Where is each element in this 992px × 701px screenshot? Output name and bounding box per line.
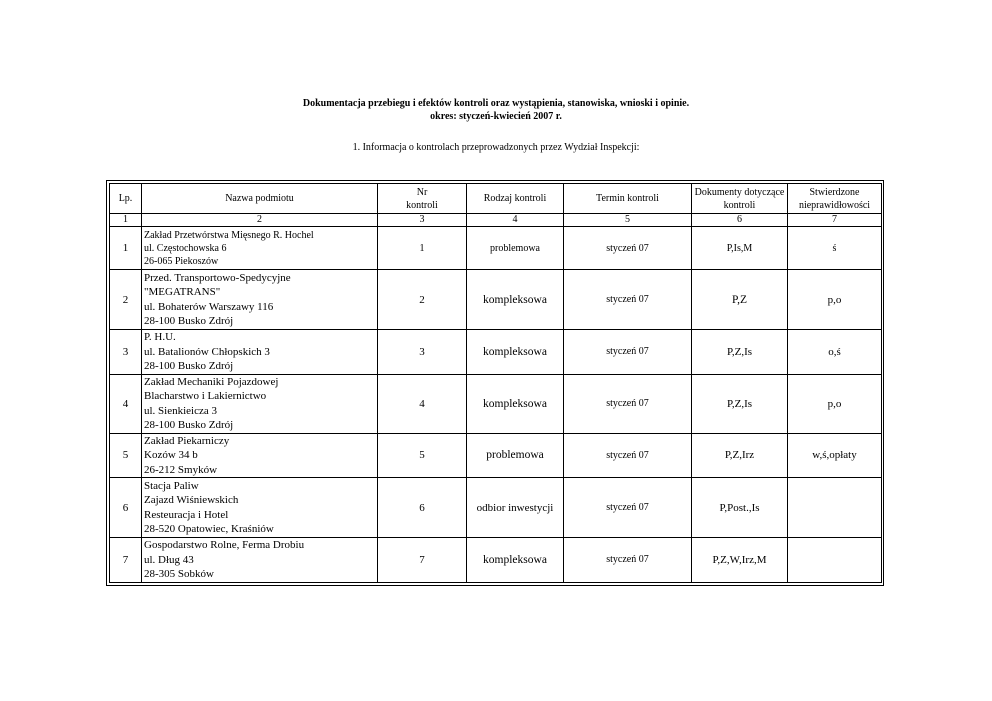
document-title: Dokumentacja przebiegu i efektów kontroli oraz wystąpienia, stanowiska, wnioski i opinie. [302,98,690,109]
table-row [110,270,882,330]
header-row [110,184,882,214]
inspections-table [109,183,882,583]
cell-rodzaj: kompleksowa [467,538,564,583]
name-line: Blacharstwo i Lakiernictwo [144,390,267,402]
cell-nr: 1 [378,227,467,270]
name-line: Kozów 34 b [144,449,198,461]
header-lp: Lp. [110,184,142,214]
name-line: 28-100 Busko Zdrój [144,419,234,431]
column-number: 4 [467,214,564,227]
cell-rodzaj: kompleksowa [467,330,564,375]
table-row [110,478,882,538]
table-row [110,433,882,478]
column-number: 7 [788,214,882,227]
cell-rodzaj: problemowa [467,227,564,270]
column-number: 6 [692,214,788,227]
cell-lp: 1 [110,227,142,270]
header-rodzaj: Rodzaj kontroli [467,184,564,214]
column-number: 1 [110,214,142,227]
table-row [110,330,882,375]
cell-nazwa [142,374,378,433]
cell-dokumenty: P,Post.,Is [692,478,788,538]
name-line: ul. Bohaterów Warszawy 116 [144,300,274,313]
cell-nieprawidlowosci [788,478,882,538]
cell-lp: 2 [110,270,142,330]
name-line: ul. Batalionów Chłopskich 3 [144,345,270,358]
table-row [110,227,882,270]
cell-dokumenty: P,Z,Irz [692,433,788,478]
cell-lp: 6 [110,478,142,538]
cell-nr: 3 [378,330,467,375]
cell-nieprawidlowosci: p,o [788,270,882,330]
header-nr [378,184,467,214]
name-line: Zakład Przetwórstwa Mięsnego R. Hochel [144,229,314,241]
column-number: 2 [142,214,378,227]
cell-lp: 5 [110,433,142,478]
cell-dokumenty: P,Is,M [692,227,788,270]
name-line: Zakład Mechaniki Pojazdowej [144,375,279,388]
name-line: Resteuracja i Hotel [144,508,229,521]
cell-termin: styczeń 07 [564,478,692,538]
cell-nr: 7 [378,538,467,583]
cell-rodzaj: problemowa [467,433,564,478]
name-line: 28-520 Opatowiec, Kraśniów [144,523,274,535]
document-period: okres: styczeń-kwiecień 2007 r. [430,111,562,122]
name-line: Zajazd Wiśniewskich [144,494,239,506]
header-nr-label: Nr kontroli [406,186,438,211]
name-line: 26-065 Piekoszów [144,255,219,267]
cell-nr: 6 [378,478,467,538]
section-heading: 1. Informacja o kontrolach przeprowadzonych przez Wydział Inspekcji: [352,142,640,153]
cell-termin: styczeń 07 [564,227,692,270]
name-line: Gospodarstwo Rolne, Ferma Drobiu [144,539,305,551]
cell-nr: 2 [378,270,467,330]
name-line: Zakład Piekarniczy [144,434,230,447]
header-nieprawidlowosci: Stwierdzone nieprawidłowości [788,184,882,214]
cell-lp: 7 [110,538,142,583]
header-nazwa: Nazwa podmiotu [142,184,378,214]
cell-rodzaj: kompleksowa [467,374,564,433]
header-termin: Termin kontroli [564,184,692,214]
cell-nazwa [142,538,378,583]
cell-dokumenty: P,Z,W,Irz,M [692,538,788,583]
column-number: 5 [564,214,692,227]
name-line: 28-100 Busko Zdrój [144,360,234,372]
cell-termin: styczeń 07 [564,270,692,330]
cell-nieprawidlowosci: p,o [788,374,882,433]
cell-nieprawidlowosci: ś [788,227,882,270]
table-row [110,538,882,583]
cell-lp: 4 [110,374,142,433]
name-line: ul. Częstochowska 6 [144,242,227,254]
name-line: Przed. Transportowo-Spedycyjne [144,271,291,284]
cell-nazwa [142,433,378,478]
cell-nazwa [142,478,378,538]
cell-nazwa [142,270,378,330]
name-line: Stacja Paliw [144,479,199,492]
cell-dokumenty: P,Z,Is [692,374,788,433]
table-row [110,374,882,433]
name-line: P. H.U. [144,331,176,343]
cell-nr: 5 [378,433,467,478]
cell-termin: styczeń 07 [564,538,692,583]
cell-dokumenty: P,Z [692,270,788,330]
column-number-row [110,214,882,227]
name-line: ul. Sienkieicza 3 [144,404,218,417]
cell-nr: 4 [378,374,467,433]
cell-dokumenty: P,Z,Is [692,330,788,375]
cell-termin: styczeń 07 [564,433,692,478]
name-line: 28-100 Busko Zdrój [144,315,234,327]
name-line: 28-305 Sobków [144,568,214,580]
column-number: 3 [378,214,467,227]
header-dokumenty: Dokumenty dotyczące kontroli [692,184,788,214]
cell-nieprawidlowosci: o,ś [788,330,882,375]
cell-termin: styczeń 07 [564,374,692,433]
name-line: ul. Dług 43 [144,553,194,566]
table-frame [106,180,884,586]
name-line: "MEGATRANS" [144,286,221,298]
cell-rodzaj: kompleksowa [467,270,564,330]
cell-nazwa [142,227,378,270]
cell-lp: 3 [110,330,142,375]
cell-nieprawidlowosci [788,538,882,583]
cell-rodzaj: odbior inwestycji [467,478,564,538]
name-line: 26-212 Smyków [144,463,218,476]
cell-nieprawidlowosci: w,ś,opłaty [788,433,882,478]
cell-nazwa [142,330,378,375]
cell-termin: styczeń 07 [564,330,692,375]
